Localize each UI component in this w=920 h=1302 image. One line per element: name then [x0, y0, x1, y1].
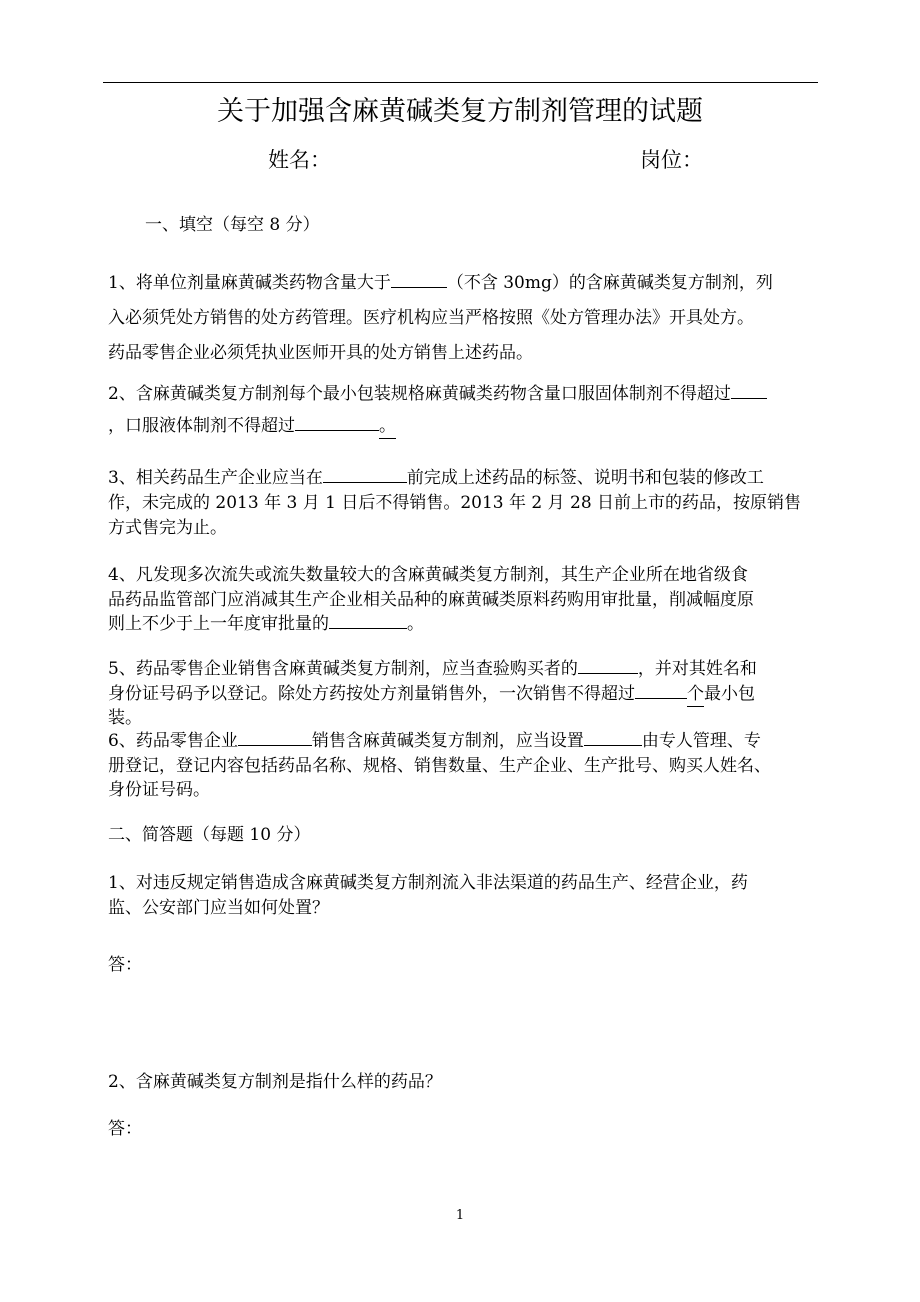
q6-blank-2[interactable] [584, 730, 642, 746]
q1-text-a: 1、将单位剂量麻黄碱类药物含量大于 [108, 273, 391, 293]
q2-blank-2[interactable] [295, 415, 379, 431]
question-2-line-1 [108, 382, 767, 406]
section-1-heading: 一、填空（每空 8 分） [145, 215, 320, 235]
header-rule [103, 82, 818, 83]
q3-text-b: 前完成上述药品的标签、说明书和包装的修改工 [406, 468, 764, 488]
question-6-line-3: 身份证号码。 [108, 780, 210, 800]
short-question-1-line-1: 1、对违反规定销售造成含麻黄碱类复方制剂流入非法渠道的药品生产、经营企业，药 [108, 873, 748, 893]
q5-text-b: ，并对其姓名和 [637, 659, 757, 679]
post-field-label: 岗位： [640, 148, 703, 172]
q1-blank[interactable] [391, 272, 447, 288]
document-title: 关于加强含麻黄碱类复方制剂管理的试题 [217, 96, 703, 127]
answer-2-label: 答： [108, 1119, 142, 1139]
q5-text-e: 最小包 [704, 684, 755, 704]
q1-text-b: （不含 30mg）的含麻黄碱类复方制剂，列 [446, 273, 773, 293]
section-2-heading: 二、简答题（每题 10 分） [108, 825, 311, 845]
q6-text-a: 6、药品零售企业 [108, 731, 238, 751]
q4-text-b: 。 [407, 614, 424, 634]
q2-blank-1[interactable] [731, 383, 767, 399]
q5-text-a: 5、药品零售企业销售含麻黄碱类复方制剂，应当查验购买者的 [108, 659, 578, 679]
question-4-line-1: 4、凡发现多次流失或流失数量较大的含麻黄碱类复方制剂，其生产企业所在地省级食 [108, 565, 748, 585]
q5-blank-2[interactable] [635, 683, 687, 699]
question-6-line-2: 册登记，登记内容包括药品名称、规格、销售数量、生产企业、生产批号、购买人姓名、 [108, 756, 771, 776]
q3-text-a: 3、相关药品生产企业应当在 [108, 468, 323, 488]
q2-text-c: 。 [379, 414, 396, 439]
name-field-label: 姓名： [268, 148, 331, 172]
question-4-line-2: 品药品监管部门应消减其生产企业相关品种的麻黄碱类原料药购用审批量，削减幅度原 [108, 590, 754, 610]
q4-text-a: 则上不少于上一年度审批量的 [108, 614, 329, 634]
q3-blank[interactable] [323, 467, 407, 483]
question-4-line-3 [108, 612, 424, 636]
question-5-line-1 [108, 657, 757, 681]
question-3-line-3: 方式售完为止。 [108, 518, 227, 538]
answer-1-label: 答： [108, 955, 142, 975]
question-3-line-2: 作，未完成的 2013 年 3 月 1 日后不得销售。2013 年 2 月 28 日前上市的药品，按原销售 [108, 493, 802, 513]
short-question-2: 2、含麻黄碱类复方制剂是指什么样的药品？ [108, 1072, 442, 1092]
question-1-line-1 [108, 271, 773, 295]
q2-text-a: 2、含麻黄碱类复方制剂每个最小包装规格麻黄碱类药物含量口服固体制剂不得超过 [108, 384, 731, 404]
question-3-line-1 [108, 466, 764, 490]
q4-blank[interactable] [329, 613, 407, 629]
q6-blank-1[interactable] [238, 730, 312, 746]
short-question-1-line-2: 监、公安部门应当如何处置？ [108, 898, 329, 918]
q6-text-b: 销售含麻黄碱类复方制剂，应当设置 [311, 731, 584, 751]
question-6-line-1 [108, 729, 761, 753]
q5-text-d: 个 [687, 682, 704, 707]
q5-text-c: 身份证号码予以登记。除处方药按处方剂量销售外，一次销售不得超过 [108, 684, 635, 704]
question-5-line-3: 装。 [108, 708, 142, 728]
q2-text-b: ，口服液体制剂不得超过 [108, 416, 295, 436]
q6-text-c: 由专人管理、专 [641, 731, 761, 751]
q5-blank-1[interactable] [578, 658, 638, 674]
question-1-line-2: 入必须凭处方销售的处方药管理。医疗机构应当严格按照《处方管理办法》开具处方。 [108, 308, 754, 328]
question-5-line-2 [108, 682, 755, 707]
question-2-line-2 [108, 414, 396, 439]
question-1-line-3: 药品零售企业必须凭执业医师开具的处方销售上述药品。 [108, 343, 533, 363]
page-number: 1 [455, 1208, 465, 1223]
